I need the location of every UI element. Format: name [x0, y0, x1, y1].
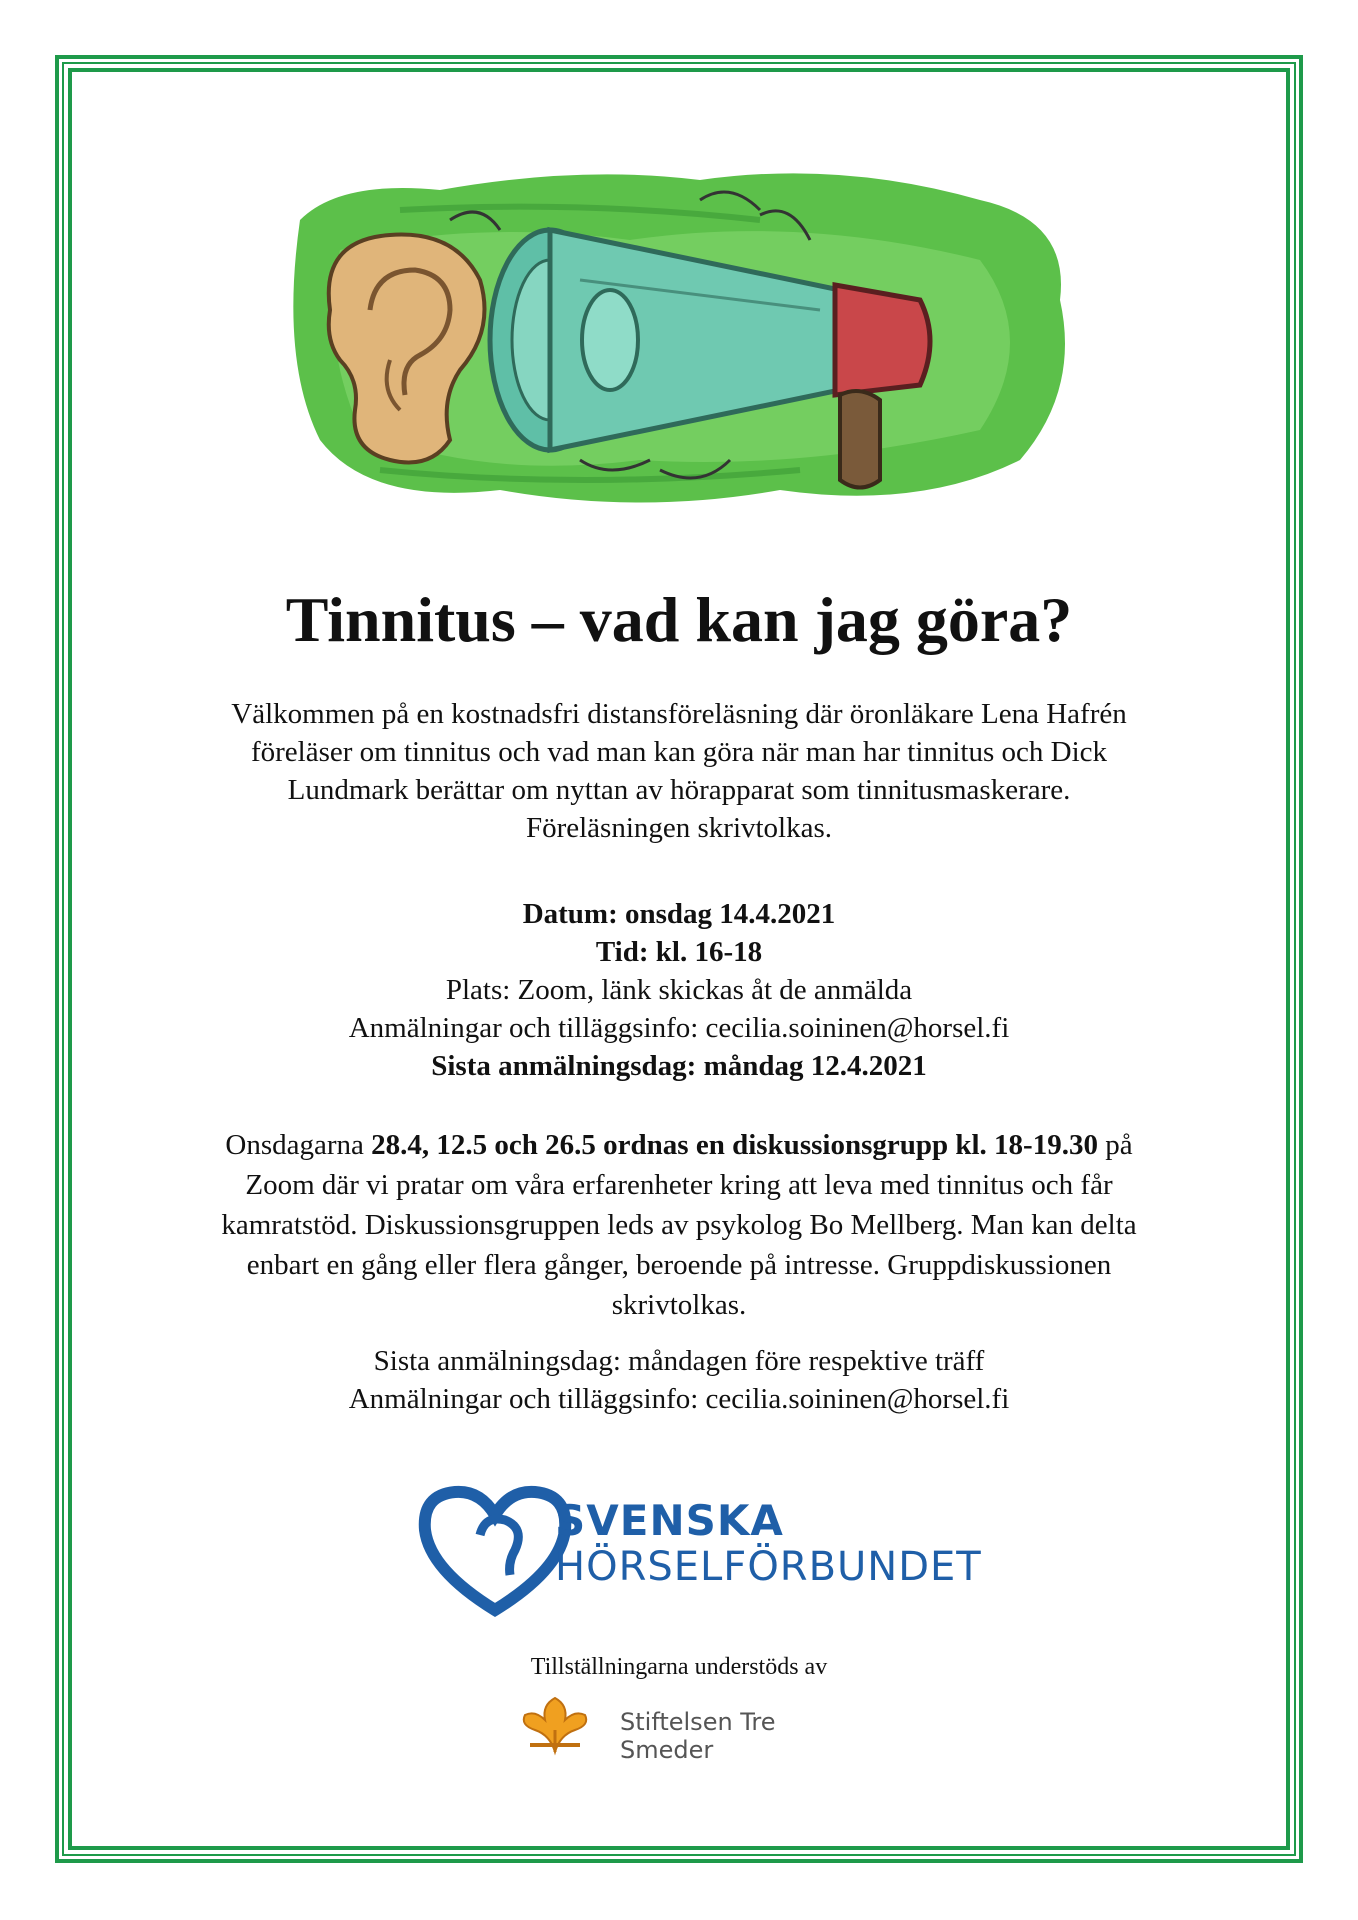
tree-flame-icon [510, 1690, 600, 1760]
event-details [150, 895, 1208, 1085]
discussion-lead: Onsdagarna [225, 1129, 372, 1161]
event-date: Datum: onsdag 14.4.2021 [522, 898, 836, 930]
ear-megaphone-illustration [280, 160, 1080, 520]
page-title: Tinnitus – vad kan jag göra? [285, 584, 1073, 655]
signup-deadline: Sista anmälningsdag: måndagen före respektive träff [373, 1345, 985, 1377]
event-contact: Anmälningar och tilläggsinfo: cecilia.soininen@horsel.fi [348, 1012, 1010, 1044]
discussion-line: enbart en gång eller flera gånger, beroende på intresse. Gruppdiskussionen [246, 1249, 1112, 1281]
discussion-line: Zoom där vi pratar om våra erfarenheter kring att leva med tinnitus och får [245, 1169, 1113, 1201]
intro-paragraph [150, 695, 1208, 847]
logo-line-1: SVENSKA [555, 1496, 784, 1545]
sponsor-name: Stiftelsen Tre Smeder [620, 1708, 776, 1764]
discussion-paragraph [150, 1125, 1208, 1325]
discussion-line [150, 1125, 1208, 1165]
discussion-line: kamratstöd. Diskussionsgruppen leds av psykolog Bo Mellberg. Man kan delta [221, 1209, 1137, 1241]
logo-text [555, 1498, 982, 1590]
discussion-tail: på [1097, 1129, 1133, 1161]
event-deadline: Sista anmälningsdag: måndag 12.4.2021 [431, 1050, 927, 1082]
discussion-line: skrivtolkas. [611, 1289, 747, 1321]
sponsor-logo [510, 1690, 870, 1764]
event-place: Plats: Zoom, länk skickas åt de anmälda [445, 974, 913, 1006]
intro-line: Välkommen på en kostnadsfri distansföreläsning där öronläkare Lena Hafrén [231, 698, 1127, 730]
discussion-dates: 28.4, 12.5 och 26.5 ordnas en diskussionsgrupp kl. 18-19.30 [371, 1129, 1098, 1161]
signup-info [150, 1342, 1208, 1418]
support-label: Tillställningarna understöds av [530, 1654, 828, 1680]
logo-line-2: HÖRSELFÖRBUNDET [555, 1544, 982, 1590]
intro-line: föreläser om tinnitus och vad man kan göra när man har tinnitus och Dick [250, 736, 1108, 768]
event-time: Tid: kl. 16-18 [595, 936, 763, 968]
intro-line: Föreläsningen skrivtolkas. [525, 812, 833, 844]
intro-line: Lundmark berättar om nyttan av hörapparat som tinnitusmaskerare. [287, 774, 1071, 806]
svenska-horselforbundet-logo [370, 1470, 1000, 1630]
signup-contact: Anmälningar och tilläggsinfo: cecilia.soininen@horsel.fi [348, 1383, 1010, 1415]
